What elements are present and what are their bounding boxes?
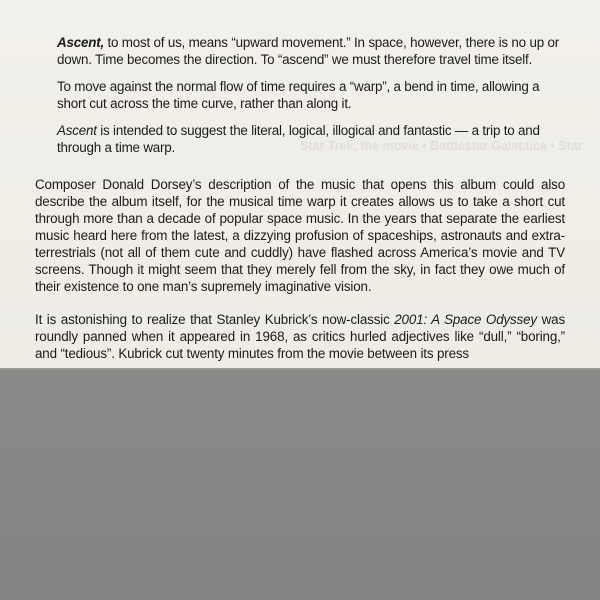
intro-paragraph-3 xyxy=(57,122,567,156)
intro-block xyxy=(57,34,567,166)
intro-paragraph-2: To move against the normal flow of time requires a “warp”, a bend in time, allowing a short cut across the time curve, rather than along it. xyxy=(57,79,540,111)
intro-paragraph-3-text: is intended to suggest the literal, logical, illogical and fantastic — a trip to and through a time warp. xyxy=(57,123,540,155)
intro-paragraph-1-text: to most of us, means “upward movement.” In space, however, there is no up or down. Time becomes the direction. To “ascend” we must therefore travel time itself. xyxy=(57,35,559,67)
body-paragraph-1: Composer Donald Dorsey’s description of the music that opens this album could also describe the album itself, for the musical time warp it creates allows us to take a short cut through more than a decade of popular space music. In the years that separate the earliest music heard here from the latest, a dizzying profusion of spaceships, astronauts and extra-terrestrials (not all of them cute and cuddly) have flashed across America’s movie and TV screens. Though it might seem that they merely fell from the sky, in fact they owe much of their existence to one man’s supremely imaginative vision. xyxy=(35,177,565,294)
ascent-term-bold: Ascent, xyxy=(57,35,104,50)
ascent-term-italic: Ascent xyxy=(57,123,97,138)
body-paragraph-2-text-b: was roundly panned when it appeared in 1968, as critics hurled adjectives like “dull,” “boring,” and “tedious”. Kubrick cut twenty minutes from the movie between its press xyxy=(35,312,565,361)
film-title: 2001: A Space Odyssey xyxy=(394,312,537,327)
show-through-line: Star Trek, the movie • Battlestar Galactica • Star xyxy=(300,139,583,153)
body-paragraph-2-text-a: It is astonishing to realize that Stanley Kubrick’s now-classic xyxy=(35,312,395,327)
body-block xyxy=(35,176,565,378)
intro-paragraph-1 xyxy=(57,34,567,68)
body-paragraph-2 xyxy=(35,311,565,362)
redaction-block xyxy=(0,370,600,600)
